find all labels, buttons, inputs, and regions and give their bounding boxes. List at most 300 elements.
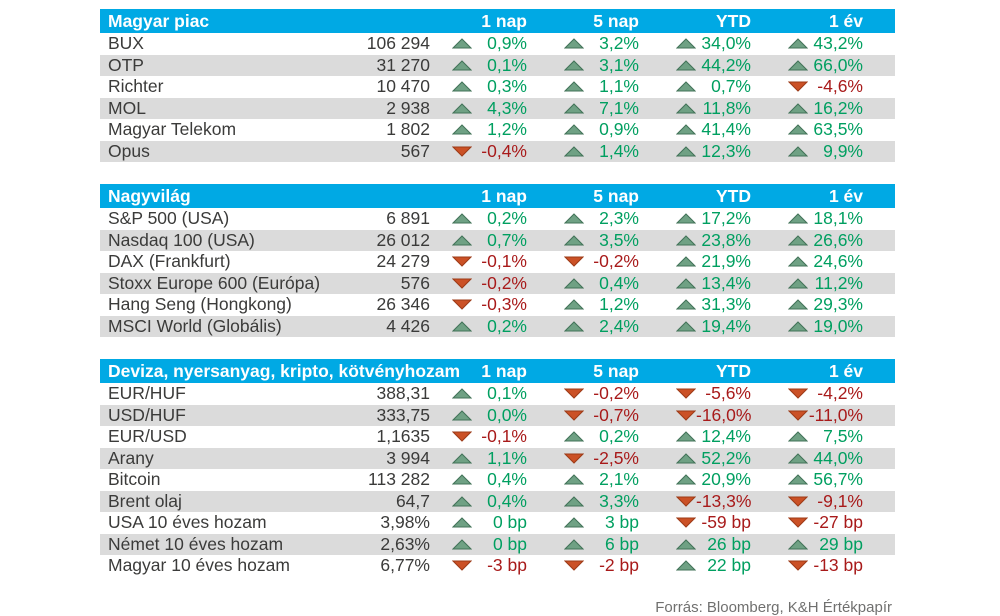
up-triangle-icon (564, 60, 584, 71)
change-cell (430, 76, 542, 98)
up-triangle-icon (788, 60, 808, 71)
instrument-name: MOL (108, 97, 146, 118)
change-cell (766, 405, 878, 427)
change-cell (766, 119, 878, 141)
up-triangle-icon (676, 256, 696, 267)
change-value: 56,7% (813, 469, 863, 490)
table-row (100, 405, 895, 427)
change-value: -13,3% (696, 490, 752, 511)
down-triangle-icon (676, 410, 696, 421)
up-triangle-icon (452, 124, 472, 135)
change-value: 26 bp (707, 533, 751, 554)
up-triangle-icon (452, 474, 472, 485)
change-cell (766, 426, 878, 448)
column-header: YTD (716, 185, 751, 206)
change-value: 0,1% (487, 383, 527, 404)
change-cell (654, 141, 766, 163)
change-value: -59 bp (701, 512, 751, 533)
change-value: 34,0% (701, 33, 751, 54)
up-triangle-icon (452, 103, 472, 114)
up-triangle-icon (564, 299, 584, 310)
down-triangle-icon (788, 81, 808, 92)
column-header: 5 nap (593, 185, 639, 206)
up-triangle-icon (452, 517, 472, 528)
up-triangle-icon (452, 213, 472, 224)
change-cell (430, 119, 542, 141)
up-triangle-icon (676, 453, 696, 464)
change-cell (654, 555, 766, 577)
up-triangle-icon (452, 539, 472, 550)
change-value: 0,2% (487, 315, 527, 336)
change-value: 0 bp (492, 533, 527, 554)
table-row (100, 119, 895, 141)
up-triangle-icon (452, 235, 472, 246)
change-value: 0,0% (487, 404, 527, 425)
up-triangle-icon (564, 496, 584, 507)
down-triangle-icon (564, 388, 584, 399)
up-triangle-icon (564, 431, 584, 442)
up-triangle-icon (788, 431, 808, 442)
instrument-value: 6 891 (386, 208, 430, 229)
up-triangle-icon (676, 235, 696, 246)
tables-container (100, 9, 895, 577)
change-cell (430, 316, 542, 338)
change-cell (766, 555, 878, 577)
change-value: 43,2% (813, 33, 863, 54)
change-value: 0,9% (599, 119, 639, 140)
up-triangle-icon (564, 278, 584, 289)
instrument-value: 3 994 (386, 447, 430, 468)
change-cell (542, 251, 654, 273)
instrument-value: 31 270 (376, 54, 430, 75)
up-triangle-icon (788, 235, 808, 246)
instrument-name: MSCI World (Globális) (108, 315, 282, 336)
up-triangle-icon (788, 146, 808, 157)
instrument-name: Hang Seng (Hongkong) (108, 294, 292, 315)
down-triangle-icon (676, 388, 696, 399)
instrument-name: DAX (Frankfurt) (108, 251, 231, 272)
down-triangle-icon (452, 256, 472, 267)
change-cell (654, 426, 766, 448)
change-cell (766, 383, 878, 405)
up-triangle-icon (564, 213, 584, 224)
instrument-value: 2,63% (380, 533, 430, 554)
down-triangle-icon (452, 146, 472, 157)
table-row (100, 273, 895, 295)
change-value: 0,1% (487, 54, 527, 75)
change-value: 11,2% (814, 272, 863, 293)
change-cell (766, 141, 878, 163)
change-cell (542, 448, 654, 470)
up-triangle-icon (676, 474, 696, 485)
instrument-value: 576 (400, 272, 430, 293)
table-row (100, 251, 895, 273)
change-value: 0,2% (487, 208, 527, 229)
change-value: 2,1% (599, 469, 639, 490)
change-value: 3,2% (599, 33, 639, 54)
change-value: 3,1% (599, 54, 639, 75)
up-triangle-icon (788, 453, 808, 464)
table-row (100, 141, 895, 163)
change-cell (766, 469, 878, 491)
change-cell (430, 33, 542, 55)
change-cell (654, 119, 766, 141)
change-cell (430, 294, 542, 316)
change-cell (430, 383, 542, 405)
up-triangle-icon (452, 60, 472, 71)
change-value: 18,1% (813, 208, 863, 229)
change-value: 11,8% (702, 97, 751, 118)
down-triangle-icon (788, 496, 808, 507)
up-triangle-icon (452, 388, 472, 399)
instrument-name: EUR/HUF (108, 383, 186, 404)
instrument-value: 333,75 (376, 404, 430, 425)
change-cell (542, 273, 654, 295)
change-cell (654, 251, 766, 273)
change-value: 7,5% (823, 426, 863, 447)
column-header: 1 nap (481, 360, 527, 381)
change-value: 29 bp (819, 533, 863, 554)
change-value: 1,4% (599, 140, 639, 161)
change-value: 44,0% (813, 447, 863, 468)
change-value: 12,3% (701, 140, 751, 161)
up-triangle-icon (564, 81, 584, 92)
instrument-value: 26 012 (376, 229, 430, 250)
change-cell (542, 98, 654, 120)
change-cell (542, 33, 654, 55)
change-cell (542, 55, 654, 77)
change-cell (766, 55, 878, 77)
instrument-name: S&P 500 (USA) (108, 208, 230, 229)
table-row (100, 230, 895, 252)
table-row (100, 294, 895, 316)
change-cell (766, 294, 878, 316)
change-value: 21,9% (701, 251, 751, 272)
down-triangle-icon (452, 560, 472, 571)
change-cell (654, 33, 766, 55)
change-cell (430, 512, 542, 534)
change-cell (430, 141, 542, 163)
instrument-name: Német 10 éves hozam (108, 533, 284, 554)
column-header: YTD (716, 360, 751, 381)
down-triangle-icon (452, 278, 472, 289)
column-header: 1 nap (481, 185, 527, 206)
up-triangle-icon (564, 235, 584, 246)
change-cell (542, 119, 654, 141)
change-cell (766, 448, 878, 470)
change-cell (430, 426, 542, 448)
column-header: 1 év (828, 10, 863, 31)
change-value: 22 bp (707, 555, 751, 576)
change-cell (542, 534, 654, 556)
table-row (100, 469, 895, 491)
change-cell (766, 491, 878, 513)
up-triangle-icon (676, 560, 696, 571)
change-value: -0,2% (593, 251, 639, 272)
change-value: -5,6% (705, 383, 751, 404)
down-triangle-icon (564, 410, 584, 421)
change-value: -16,0% (696, 404, 752, 425)
change-cell (766, 208, 878, 230)
up-triangle-icon (788, 299, 808, 310)
change-cell (542, 76, 654, 98)
table-row (100, 33, 895, 55)
instrument-value: 64,7 (395, 490, 430, 511)
change-cell (654, 405, 766, 427)
change-value: 1,2% (487, 119, 527, 140)
change-value: -0,2% (593, 383, 639, 404)
instrument-name: Bitcoin (108, 469, 161, 490)
instrument-name: Stoxx Europe 600 (Európa) (108, 272, 321, 293)
instrument-name: Arany (108, 447, 154, 468)
change-value: -0,3% (481, 294, 527, 315)
change-value: -0,2% (481, 272, 527, 293)
up-triangle-icon (564, 124, 584, 135)
up-triangle-icon (788, 38, 808, 49)
down-triangle-icon (452, 299, 472, 310)
change-value: -4,6% (817, 76, 863, 97)
change-value: 0 bp (492, 512, 527, 533)
up-triangle-icon (788, 539, 808, 550)
change-cell (430, 55, 542, 77)
up-triangle-icon (452, 410, 472, 421)
change-cell (542, 426, 654, 448)
change-cell (766, 98, 878, 120)
change-cell (654, 55, 766, 77)
table-row (100, 448, 895, 470)
change-cell (430, 273, 542, 295)
column-header: 5 nap (593, 10, 639, 31)
change-value: -27 bp (813, 512, 863, 533)
instrument-name: Opus (108, 140, 150, 161)
instrument-value: 106 294 (366, 33, 430, 54)
instrument-name: Brent olaj (108, 490, 182, 511)
up-triangle-icon (788, 213, 808, 224)
change-value: 2,4% (599, 315, 639, 336)
change-value: 0,7% (711, 76, 751, 97)
change-cell (766, 230, 878, 252)
change-cell (542, 469, 654, 491)
table-row (100, 208, 895, 230)
market-table (100, 9, 895, 162)
change-value: 31,3% (701, 294, 751, 315)
change-cell (766, 33, 878, 55)
table-row (100, 316, 895, 338)
table-row (100, 383, 895, 405)
change-cell (542, 294, 654, 316)
change-value: 0,2% (599, 426, 639, 447)
table-row (100, 534, 895, 556)
change-value: 23,8% (701, 229, 751, 250)
up-triangle-icon (676, 321, 696, 332)
change-value: 20,9% (701, 469, 751, 490)
change-value: -2,5% (593, 447, 639, 468)
change-value: 17,2% (701, 208, 751, 229)
change-cell (766, 512, 878, 534)
change-cell (766, 76, 878, 98)
instrument-value: 1,1635 (376, 426, 430, 447)
change-cell (542, 491, 654, 513)
change-cell (654, 512, 766, 534)
instrument-value: 26 346 (376, 294, 430, 315)
change-value: 4,3% (487, 97, 527, 118)
change-value: -11,0% (808, 404, 863, 425)
instrument-value: 10 470 (376, 76, 430, 97)
up-triangle-icon (788, 256, 808, 267)
change-cell (430, 230, 542, 252)
change-cell (654, 448, 766, 470)
table-row (100, 55, 895, 77)
down-triangle-icon (788, 410, 808, 421)
change-value: 44,2% (701, 54, 751, 75)
change-cell (654, 230, 766, 252)
change-cell (654, 76, 766, 98)
change-cell (766, 273, 878, 295)
change-cell (542, 141, 654, 163)
change-value: -0,7% (593, 404, 639, 425)
change-cell (654, 98, 766, 120)
change-cell (654, 469, 766, 491)
change-value: 1,1% (487, 447, 527, 468)
change-value: -0,4% (481, 140, 527, 161)
change-value: 26,6% (813, 229, 863, 250)
table-header (100, 184, 895, 208)
instrument-value: 3,98% (380, 512, 430, 533)
change-cell (766, 534, 878, 556)
up-triangle-icon (788, 124, 808, 135)
change-cell (542, 316, 654, 338)
column-header: 1 év (828, 360, 863, 381)
down-triangle-icon (788, 560, 808, 571)
up-triangle-icon (564, 321, 584, 332)
up-triangle-icon (788, 474, 808, 485)
up-triangle-icon (676, 81, 696, 92)
change-value: 63,5% (813, 119, 863, 140)
instrument-name: EUR/USD (108, 426, 187, 447)
change-value: 0,4% (487, 490, 527, 511)
up-triangle-icon (676, 146, 696, 157)
instrument-value: 388,31 (376, 383, 430, 404)
instrument-name: USD/HUF (108, 404, 186, 425)
change-cell (654, 491, 766, 513)
up-triangle-icon (676, 60, 696, 71)
change-value: 3,5% (599, 229, 639, 250)
change-value: 9,9% (823, 140, 863, 161)
instrument-name: OTP (108, 54, 144, 75)
change-value: 0,3% (487, 76, 527, 97)
change-cell (430, 405, 542, 427)
table-header (100, 359, 895, 383)
down-triangle-icon (676, 496, 696, 507)
change-cell (542, 230, 654, 252)
instrument-name: Richter (108, 76, 164, 97)
up-triangle-icon (676, 124, 696, 135)
market-table (100, 359, 895, 577)
down-triangle-icon (452, 431, 472, 442)
table-title: Nagyvilág (108, 185, 191, 206)
table-row (100, 555, 895, 577)
up-triangle-icon (788, 278, 808, 289)
change-value: -3 bp (487, 555, 527, 576)
up-triangle-icon (676, 278, 696, 289)
change-cell (430, 555, 542, 577)
change-value: 0,9% (487, 33, 527, 54)
change-value: 66,0% (813, 54, 863, 75)
change-cell (430, 98, 542, 120)
change-cell (542, 555, 654, 577)
table-row (100, 426, 895, 448)
change-cell (430, 534, 542, 556)
table-header (100, 9, 895, 33)
change-cell (542, 383, 654, 405)
change-value: 3 bp (604, 512, 639, 533)
market-table (100, 184, 895, 337)
change-cell (430, 208, 542, 230)
change-value: 19,0% (813, 315, 863, 336)
column-header: YTD (716, 10, 751, 31)
instrument-value: 24 279 (376, 251, 430, 272)
change-value: 41,4% (701, 119, 751, 140)
change-cell (430, 448, 542, 470)
change-value: 19,4% (701, 315, 751, 336)
down-triangle-icon (564, 453, 584, 464)
change-value: 0,4% (487, 469, 527, 490)
up-triangle-icon (676, 539, 696, 550)
change-value: 0,7% (487, 229, 527, 250)
change-value: 13,4% (701, 272, 751, 293)
table-row (100, 512, 895, 534)
up-triangle-icon (788, 321, 808, 332)
change-cell (654, 294, 766, 316)
column-header: 1 év (828, 185, 863, 206)
instrument-value: 113 282 (368, 469, 430, 490)
up-triangle-icon (564, 539, 584, 550)
change-cell (766, 251, 878, 273)
up-triangle-icon (452, 453, 472, 464)
change-value: 29,3% (813, 294, 863, 315)
market-summary-report (100, 9, 895, 616)
change-value: 0,4% (599, 272, 639, 293)
change-value: 2,3% (599, 208, 639, 229)
change-value: 1,2% (599, 294, 639, 315)
table-row (100, 98, 895, 120)
change-cell (654, 534, 766, 556)
column-header: 1 nap (481, 10, 527, 31)
change-value: 6 bp (604, 533, 639, 554)
table-title: Magyar piac (108, 10, 210, 31)
up-triangle-icon (676, 299, 696, 310)
instrument-name: Magyar Telekom (108, 119, 237, 140)
instrument-value: 1 802 (386, 119, 430, 140)
table-row (100, 76, 895, 98)
up-triangle-icon (788, 103, 808, 114)
instrument-value: 567 (400, 140, 430, 161)
up-triangle-icon (452, 321, 472, 332)
instrument-name: BUX (108, 33, 144, 54)
change-value: 1,1% (599, 76, 639, 97)
up-triangle-icon (676, 38, 696, 49)
change-cell (430, 491, 542, 513)
change-value: 24,6% (813, 251, 863, 272)
up-triangle-icon (564, 474, 584, 485)
up-triangle-icon (564, 146, 584, 157)
instrument-value: 6,77% (380, 555, 430, 576)
change-cell (430, 251, 542, 273)
change-cell (766, 316, 878, 338)
change-value: -0,1% (481, 426, 527, 447)
down-triangle-icon (564, 256, 584, 267)
change-cell (654, 316, 766, 338)
